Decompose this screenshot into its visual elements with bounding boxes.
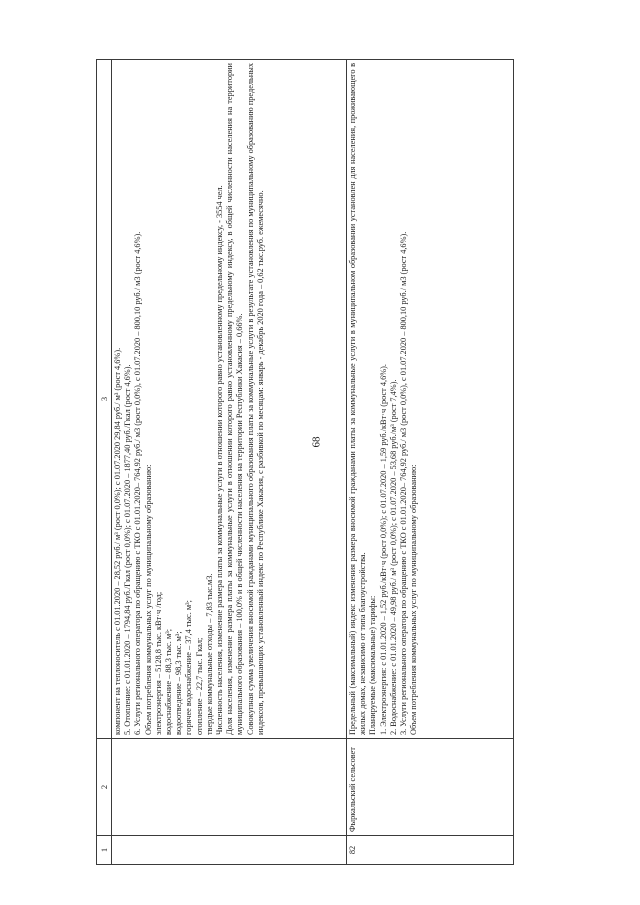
header-col-2: 2 [97,739,112,836]
rotated-table-page [96,59,514,865]
table-row [347,60,514,865]
text-line: компонент на теплоноситель с 01.01.2020 – 28,52 руб./ м³ (рост 0,0%); с 01.07.2020 29,84 руб./ м³ (рост 4,6%). [113,347,122,735]
text-line: твердые коммунальные отходы – 7,83 тыс.м3. [204,573,214,735]
row-content [347,60,514,739]
row-content [112,60,347,739]
text-line: 1. Электроэнергия: с 01.01.2020 – 1,52 руб./кВт·ч (рост 0,0%); с 01.07.2020 – 1,59 руб./кВт·ч (рост 4,6%). [378,364,388,735]
text-line: Доля населения, изменение размера платы за коммунальные услуги в отношении которого равно установленному предельному индексу, в общей численности населения на территории муниципального образования – 100,0% и в общей численности населения на территории Республики Хакасия – 0,66%. [225,63,245,735]
text-line: 6. Услуги регионального оператора по обращению с ТКО с 01.01.2020– 764,92 руб./ м3 (рост 0,0%), с 01.07.2020 – 800,10 руб./ м3 (рост 4,6%). [133,231,143,735]
text-line: 2. Водоснабжение: с 01.01.2020 – 49,98 руб./ м³ (рост 0,0%); с 01.07.2020 – 53,68 руб./м³ (рост 7,4%). [388,379,398,735]
text-line: Объем потребления коммунальных услуг по муниципальному образованию: [409,464,419,735]
table-row [112,60,347,865]
text-line: Объем потребления коммунальных услуг по муниципальному образованию: [143,464,153,735]
municipality-name: Фыркальский сельсовет [347,739,514,836]
row-number [112,836,347,865]
table-header-row [97,60,112,865]
text-line: отопление – 22,7 тыс. Гкал; [194,637,204,735]
row-number: 82 [347,836,514,865]
header-col-1: 1 [97,836,112,865]
header-col-3: 3 [97,60,112,739]
text-line: Предельный (максимальный) индекс изменения размера вносимой гражданами платы за коммунальные услуги в муниципальном образовании установлен для населения, проживающего в жилых домах, независимо от типа благоустройства. [348,63,368,735]
page-number: 68 [310,436,323,448]
text-line: водоснабжение – 88,3 тыс. м³; [164,629,174,735]
text-line: электроэнергия – 5128,8 тыс. кВт·ч /год; [153,591,163,735]
text-line: 3. Услуги регионального оператора по обращению с ТКО с 01.01.2020– 764,92 руб./ м3 (рост 0,0%), с 01.07.2020 – 800,10 руб./ м3 (рост 4,6%). [399,231,409,735]
text-line: Совокупная сумма увеличения вносимой гражданами муниципального образования платы за коммунальные услуги в результате установления по муниципальному образованию предельных индексов, превышающих установленный индекс по Республике Хакасия, с разбивкой по месяцам: январь - декабрь 2020 года – 0,62 тыс.руб. ежемесячно. [245,63,265,735]
text-line: 5. Отопление: с 01.01.2020 – 1794,84 руб./Гкал (рост 0,0%); с 01.07.2020 – 1877,40 руб./Гкал (рост 4,6%). [123,364,133,735]
municipality-name [112,739,347,836]
tariff-table [96,59,514,865]
text-line: водоотведение – 98,3 тыс. м³; [174,631,184,735]
text-line: Численность населения, изменение размера платы за коммунальные услуги в отношении которого равно установленному предельному индексу, - 3554 чел. [215,185,225,735]
text-line: Планируемые (максимальные) тарифы: [368,595,378,735]
text-line: горячее водоснабжение – 37,4 тыс. м³; [184,600,194,735]
